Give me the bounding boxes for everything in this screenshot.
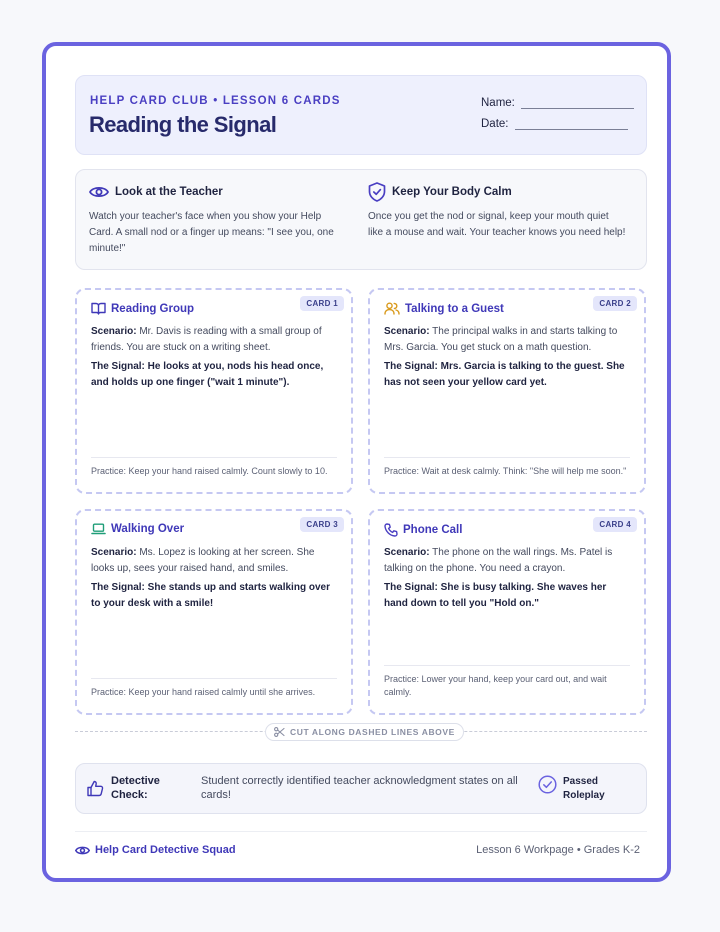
laptop-icon <box>91 523 106 535</box>
date-field[interactable] <box>481 118 628 130</box>
worksheet-page <box>42 42 671 882</box>
footer-divider <box>75 831 647 832</box>
check-label: Detective Check: <box>111 775 160 801</box>
name-label: Name: <box>481 97 515 109</box>
card-practice: Practice: Lower your hand, keep your card out, and wait calmly. <box>384 665 630 699</box>
card-practice: Practice: Wait at desk calmly. Think: "She will help me soon." <box>384 457 630 478</box>
footer-brand: Help Card Detective Squad <box>75 844 236 856</box>
scissors-icon <box>274 727 285 737</box>
date-label: Date: <box>481 118 509 130</box>
thumbs-up-icon <box>87 780 104 797</box>
tips-panel <box>75 169 647 270</box>
help-card-2 <box>368 288 646 494</box>
help-card-3 <box>75 509 353 715</box>
date-line[interactable] <box>515 119 628 130</box>
cut-label: CUT ALONG DASHED LINES ABOVE <box>265 723 464 741</box>
phone-icon <box>384 523 398 537</box>
card-badge: CARD 1 <box>300 296 344 311</box>
check-circle-icon[interactable] <box>538 775 557 794</box>
tip-body: Once you get the nod or signal, keep your mouth quiet like a mouse and wait. Your teacher knows you need help! <box>368 211 626 238</box>
card-practice: Practice: Keep your hand raised calmly. Count slowly to 10. <box>91 457 337 478</box>
card-badge: CARD 4 <box>593 517 637 532</box>
eye-icon <box>89 185 109 199</box>
card-badge: CARD 3 <box>300 517 344 532</box>
name-line[interactable] <box>521 98 634 109</box>
tip-title: Look at the Teacher <box>115 186 223 198</box>
card-signal: The Signal: She is busy talking. She waves her hand down to tell you "Hold on." <box>384 582 607 609</box>
card-signal: The Signal: He looks at you, nods his head once, and holds up one finger ("wait 1 minute"). <box>91 361 324 388</box>
tip-title: Keep Your Body Calm <box>392 186 512 198</box>
tip-keep-body-calm <box>368 182 626 241</box>
detective-check-bar <box>75 763 647 814</box>
card-title: Walking Over <box>111 523 185 535</box>
worksheet-header <box>75 75 647 155</box>
card-scenario: Scenario: The principal walks in and starts talking to Mrs. Garcia. You get stuck on a math question. <box>384 326 618 353</box>
card-scenario: Scenario: Ms. Lopez is looking at her screen. She looks up, sees your raised hand, and smiles. <box>91 547 315 574</box>
card-title: Talking to a Guest <box>405 302 504 315</box>
tip-body: Watch your teacher's face when you show your Help Card. A small nod or a finger up means: "I see you, one minute!" <box>89 211 334 254</box>
check-text: Student correctly identified teacher acknowledgment states on all cards! <box>201 775 518 801</box>
help-card-4 <box>368 509 646 715</box>
card-signal: The Signal: She stands up and starts walking over to your desk with a smile! <box>91 582 330 609</box>
card-practice: Practice: Keep your hand raised calmly until she arrives. <box>91 678 337 699</box>
page-title: Reading the Signal <box>89 112 277 137</box>
lesson-kicker: HELP CARD CLUB • LESSON 6 CARDS <box>90 95 341 107</box>
card-signal: The Signal: Mrs. Garcia is talking to the guest. She has not seen your yellow card yet. <box>384 361 625 388</box>
card-scenario: Scenario: Mr. Davis is reading with a small group of friends. You are stuck on a writing sheet. <box>91 326 322 353</box>
shield-check-icon <box>368 182 386 202</box>
eye-icon <box>75 845 90 856</box>
passed-roleplay-label: Passed Roleplay <box>563 776 605 801</box>
card-scenario: Scenario: The phone on the wall rings. Ms. Patel is talking on the phone. You need a crayon. <box>384 547 613 574</box>
name-field[interactable] <box>481 97 634 109</box>
people-icon <box>384 302 400 315</box>
card-title: Phone Call <box>403 524 463 536</box>
help-card-1 <box>75 288 353 494</box>
footer-lesson-info: Lesson 6 Workpage • Grades K-2 <box>476 844 640 856</box>
tip-look-at-teacher <box>89 182 347 257</box>
card-title: Reading Group <box>111 302 195 315</box>
card-badge: CARD 2 <box>593 296 637 311</box>
book-icon <box>91 302 106 315</box>
